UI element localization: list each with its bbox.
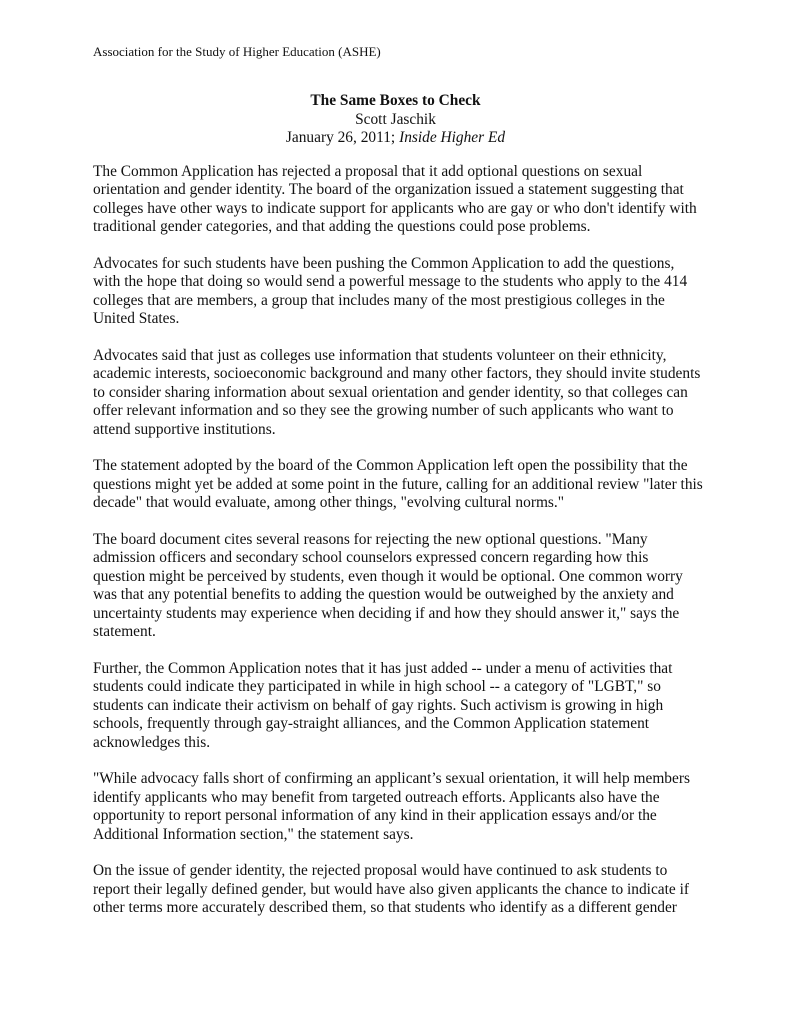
article-heading [93,92,698,148]
running-header: Association for the Study of Higher Education (ASHE) [93,44,381,59]
article-body [93,163,703,936]
body-paragraph: The Common Application has rejected a proposal that it add optional questions on sexual orientation and gender identity. The board of the organization issued a statement suggesting that colleges have other ways to indicate support for applicants who are gay or who don't identify with traditional gender categories, and that adding the questions could pose problems. [93,163,697,236]
article-author: Scott Jaschik [355,110,436,128]
article-dateline [93,129,698,148]
body-paragraph: Further, the Common Application notes that it has just added -- under a menu of activities that students could indicate they participated in while in high school -- a category of "LGBT," so students can indicate their activism on behalf of gay rights. Such activism is growing in high schools, frequently through gay-straight alliances, and the Common Application statement acknowledges this. [93,659,673,751]
article-source: Inside Higher Ed [399,129,506,146]
article-date: January 26, 2011; [285,129,396,146]
article-title: The Same Boxes to Check [310,92,481,109]
body-paragraph: "While advocacy falls short of confirming an applicant’s sexual orientation, it will help members identify applicants who may benefit from targeted outreach efforts. Applicants also have the opportunity to report personal information of any kind in their application essays and/or the Additional Information section," the statement says. [93,770,690,843]
body-paragraph: On the issue of gender identity, the rejected proposal would have continued to ask students to report their legally defined gender, but would have also given applicants the chance to indicate if other terms more accurately described them, so that students who identify as a different gender [93,862,689,917]
body-paragraph: The statement adopted by the board of the Common Application left open the possibility that the questions might yet be added at some point in the future, calling for an additional review "later this decade" that would evaluate, among other things, "evolving cultural norms." [93,457,703,512]
body-paragraph: Advocates for such students have been pushing the Common Application to add the questions, with the hope that doing so would send a powerful message to the students who apply to the 414 colleges that are members, a group that includes many of the most prestigious colleges in the United States. [93,255,688,328]
body-paragraph: Advocates said that just as colleges use information that students volunteer on their ethnicity, academic interests, socioeconomic background and many other factors, they should invite students to consider sharing information about sexual orientation and gender identity, so that colleges can offer relevant information and so they see the growing number of such applicants who want to attend supportive institutions. [93,347,701,438]
body-paragraph: The board document cites several reasons for rejecting the new optional questions. "Many admission officers and secondary school counselors expressed concern regarding how this question might be perceived by students, even though it would be optional. One common worry was that any potential benefits to adding the question would be outweighed by the anxiety and uncertainty students may experience when deciding if and how they should answer it," says the statement. [93,531,683,641]
